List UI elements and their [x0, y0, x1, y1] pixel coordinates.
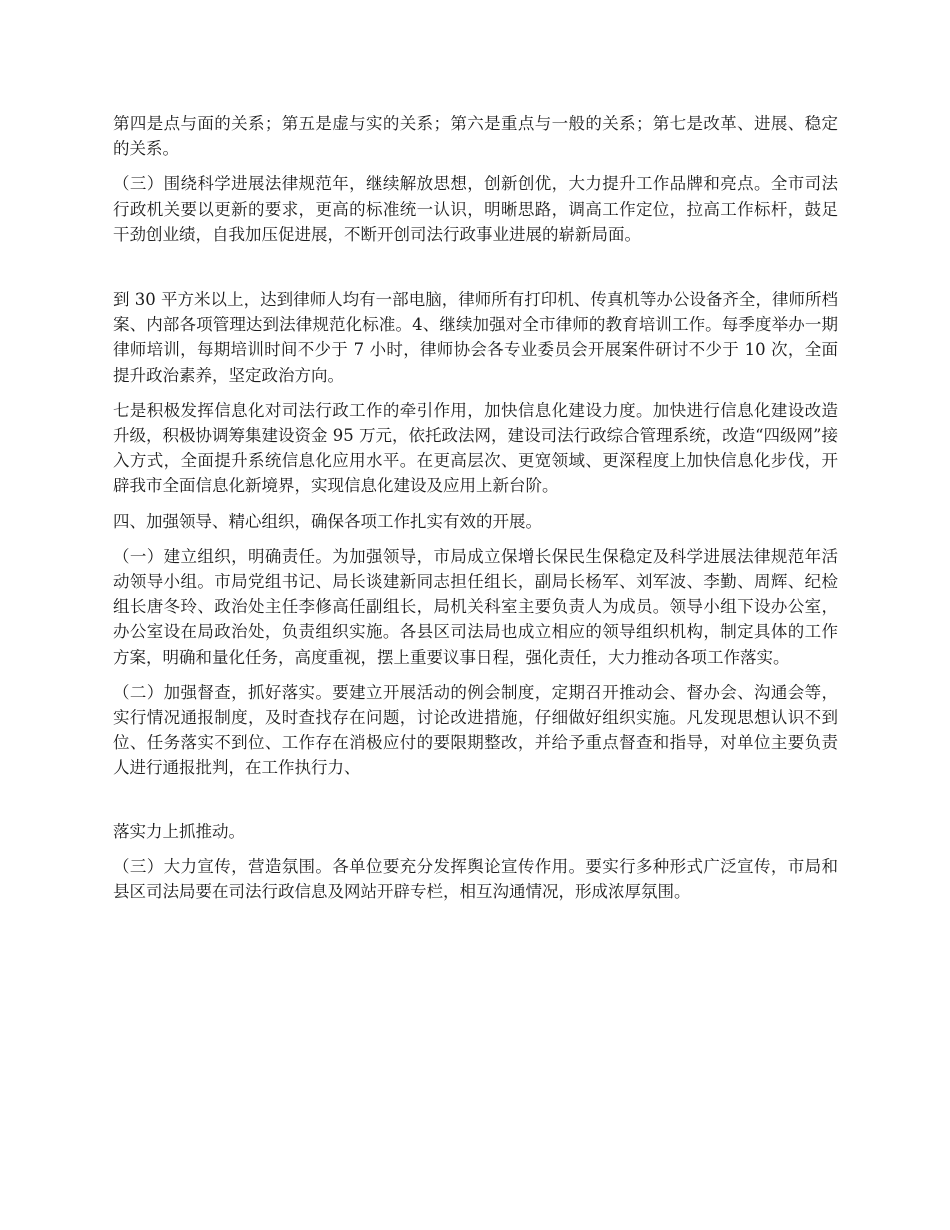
section-gap [113, 791, 838, 819]
paragraph-supervision: （二）加强督查，抓好落实。要建立开展活动的例会制度，定期召开推动会、督办会、沟通会等，实行情况通报制度，及时查找存在问题，讨论改进措施，仔细做好组织实施。凡发现思想认识不到位、任务落实不到位、工作存在消极应付的要限期整改，并给予重点督查和指导，对单位主要负责人进行通报批判，在工作执行力、 [113, 682, 838, 778]
document-body [113, 111, 838, 914]
section-gap [113, 257, 838, 287]
paragraph-organization: （一）建立组织，明确责任。为加强领导，市局成立保增长保民生保稳定及科学进展法律规范年活动领导小组。市局党组书记、局长谈建新同志担任组长，副局长杨军、刘军波、李勤、周辉、纪检组长唐冬玲、政治处主任李修高任副组长，局机关科室主要负责人为成员。领导小组下设办公室，办公室设在局政治处，负责组织实施。各县区司法局也成立相应的领导组织机构，制定具体的工作方案，明确和量化任务，高度重视，摆上重要议事日程，强化责任，大力推动各项工作落实。 [113, 546, 838, 667]
paragraph-publicity: （三）大力宣传，营造氛围。各单位要充分发挥舆论宣传作用。要实行多种形式广泛宣传，市局和县区司法局要在司法行政信息及网站开辟专栏，相互沟通情况，形成浓厚氛围。 [113, 856, 838, 902]
paragraph-section-three-innovation: （三）围绕科学进展法律规范年，继续解放思想，创新创优，大力提升工作品牌和亮点。全市司法行政机关要以更新的要求，更高的标准统一认识，明晰思路，调高工作定位，拉高工作标杆，鼓足干劲创业绩，自我加压促进展，不断开创司法行政事业进展的崭新局面。 [113, 174, 838, 244]
paragraph-lawyer-office: 到 30 平方米以上，达到律师人均有一部电脑，律师所有打印机、传真机等办公设备齐全，律师所档案、内部各项管理达到法律规范化标准。4、继续加强对全市律师的教育培训工作。每季度举办一期律师培训，每期培训时间不少于 7 小时，律师协会各专业委员会开展案件研讨不少于 10 次，全面提升政治素养，坚定政治方向。 [113, 290, 838, 385]
paragraph-supervision-continued: 落实力上抓推动。 [113, 821, 245, 841]
paragraph-relations: 第四是点与面的关系；第五是虚与实的关系；第六是重点与一般的关系；第七是改革、进展、稳定的关系。 [113, 114, 838, 159]
paragraph-informatization: 七是积极发挥信息化对司法行政工作的牵引作用，加快信息化建设力度。加快进行信息化建设改造升级，积极协调筹集建设资金 95 万元，依托政法网，建设司法行政综合管理系统，改造“四级网”接入方式，全面提升系统信息化应用水平。在更高层次、更宽领域、更深程度上加快信息化步伐，开辟我市全面信息化新境界，实现信息化建设及应用上新台阶。 [113, 400, 838, 496]
heading-section-four: 四、加强领导、精心组织，确保各项工作扎实有效的开展。 [113, 511, 542, 531]
